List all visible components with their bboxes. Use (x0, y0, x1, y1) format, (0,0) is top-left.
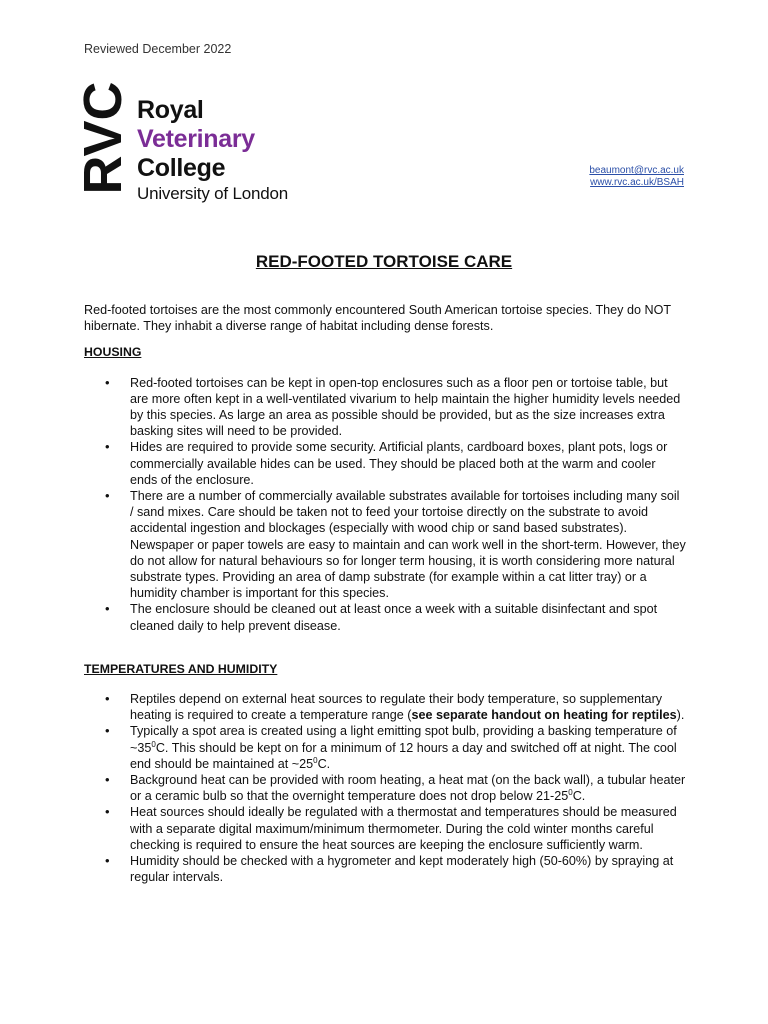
temp-item-text: C. (317, 756, 331, 771)
logo-line-royal: Royal (137, 96, 204, 124)
housing-item-text: Hides are required to provide some security. Artificial plants, cardboard boxes, plant pots, logs or commercially available hides can be used. They should be placed both at the warm and cooler ends of the enclosure. (130, 440, 668, 487)
bullet-icon: • (105, 853, 110, 869)
list-item (84, 772, 686, 804)
housing-list (84, 375, 686, 634)
bullet-icon: • (105, 772, 110, 788)
website-link[interactable]: www.rvc.ac.uk/BSAH (590, 177, 684, 188)
list-item (84, 723, 686, 772)
degree-mark: 0 (568, 788, 573, 798)
heating-handout-reference: see separate handout on heating for reptiles (411, 708, 677, 723)
degree-mark: 0 (151, 739, 156, 749)
housing-heading: HOUSING (84, 345, 142, 360)
housing-item-text: Red-footed tortoises can be kept in open-top enclosures such as a floor pen or tortoise table, but are more often kept in a well-ventilated vivarium to help maintain the higher humidity levels needed by this species. As large an area as possible should be provided, but as the size increases extra basking sites will need to be provided. (130, 375, 681, 439)
degree-mark: 0 (313, 755, 318, 765)
rvc-logo (73, 76, 306, 204)
bullet-icon: • (105, 691, 110, 707)
list-item (84, 804, 686, 853)
bullet-icon: • (105, 374, 110, 390)
logo-line-university: University of London (137, 184, 288, 203)
temp-item-text-end: ). (676, 708, 685, 723)
list-item (84, 439, 686, 488)
intro-paragraph: Red-footed tortoises are the most commonly encountered South American tortoise species. They do NOT hibernate. They inhabit a diverse range of habitat including dense forests. (84, 303, 671, 334)
bullet-icon: • (105, 439, 110, 455)
list-item (84, 601, 686, 633)
temp-item-text: C. (572, 789, 586, 804)
housing-item-text: There are a number of commercially available substrates available for tortoises including many soil / sand mixes. Care should be taken not to feed your tortoise directly on the substrate to avoid accidental ingestion and blockages (especially with wood chip or sand based substrates). Newspaper or paper towels are easy to maintain and can work well in the short-term. However, they do not allow for natural behaviours so for longer term housing, it is worth considering more natural substrate types. Providing an area of damp substrate (for example within a cat litter tray) or a humidity chamber is important for this species. (130, 489, 686, 601)
page-title: RED-FOOTED TORTOISE CARE (255, 252, 513, 271)
logo-wordmark (137, 96, 288, 205)
document-body (84, 302, 686, 886)
temp-item-text: Heat sources should ideally be regulated with a thermostat and temperatures should be measured with a separate digital maximum/minimum thermometer. During the cold winter months careful checking is required to ensure the heat sources are keeping the enclosure sufficiently warm. (130, 805, 677, 852)
temp-item-text: Humidity should be checked with a hygrometer and kept moderately high (50-60%) by spraying at regular intervals. (130, 854, 674, 885)
list-item (84, 853, 686, 885)
temperatures-heading: TEMPERATURES AND HUMIDITY (84, 661, 278, 676)
rvc-letters-logo (73, 76, 133, 200)
temp-item-text: Background heat can be provided with room heating, a heat mat (on the back wall), a tubular heater or a ceramic bulb so that the overnight temperature does not drop below 21-25 (130, 773, 686, 804)
logo-line-veterinary: Veterinary (137, 125, 255, 153)
email-link[interactable]: beaumont@rvc.ac.uk (589, 165, 684, 176)
list-item (84, 488, 686, 601)
temp-item-text: C. This should be kept on for a minimum of 12 hours a day and switched off at night. The cool end should be maintained at ~25 (130, 740, 677, 771)
temp-item-text: Reptiles depend on external heat sources to regulate their body temperature, so supplementary heating is required to create a temperature range ( (130, 692, 663, 723)
logo-line-college: College (137, 154, 226, 182)
bullet-icon: • (105, 601, 110, 617)
bullet-icon: • (105, 723, 110, 739)
list-item (84, 691, 686, 723)
list-item (84, 375, 686, 440)
bullet-icon: • (105, 488, 110, 504)
temperatures-list (84, 691, 686, 885)
contact-links (589, 165, 684, 189)
reviewed-date: Reviewed December 2022 (84, 42, 232, 56)
rvc-letters: RVC (73, 81, 133, 195)
bullet-icon: • (105, 804, 110, 820)
housing-item-text: The enclosure should be cleaned out at least once a week with a suitable disinfectant and spot cleaned daily to help prevent disease. (130, 602, 658, 633)
temp-item-text: Typically a spot area is created using a light emitting spot bulb, providing a basking temperature of ~35 (130, 724, 677, 755)
